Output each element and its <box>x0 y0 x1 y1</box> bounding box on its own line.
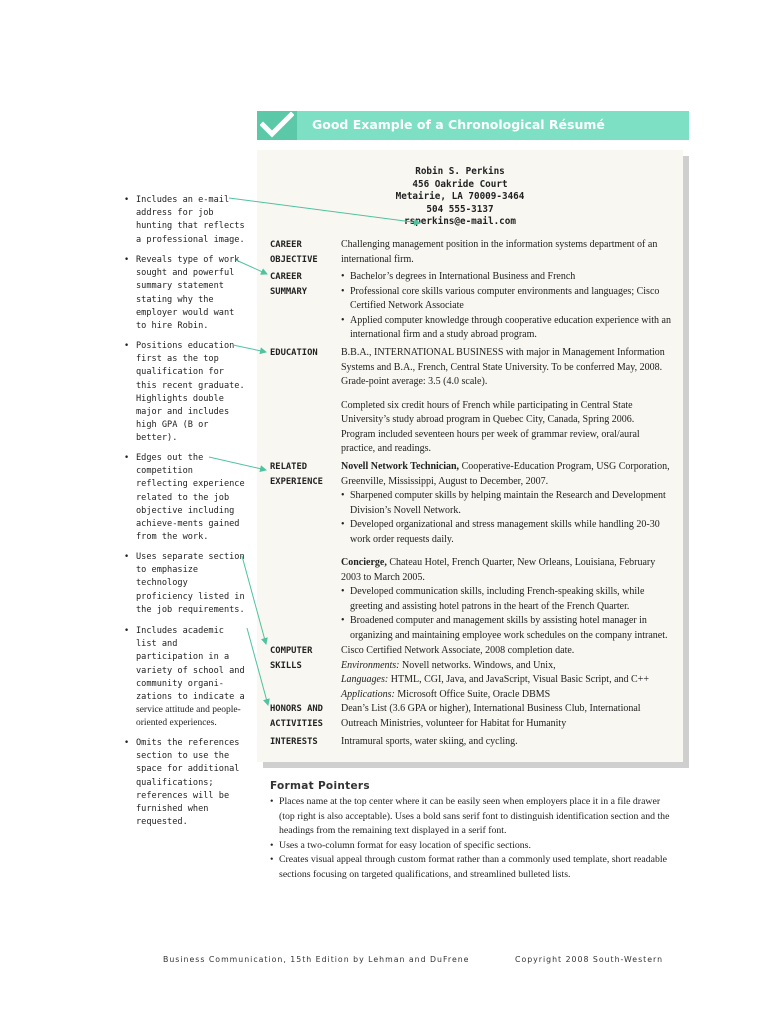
list-item: • Uses a two-column format for easy location of specific sections. <box>270 839 670 854</box>
arrow-skills <box>242 556 266 644</box>
contact-phone: 504 555-3137 <box>426 203 494 215</box>
contact-name: Robin S. Perkins <box>415 166 505 177</box>
annotation-skills: • Uses separate section to emphasize technology proficiency listed in the job requirements. <box>124 551 249 617</box>
computer-skills-text: Cisco Certified Network Associate, 2008 completion date. Environments: Novell networks. Windows, and Unix, Languages: HTML, CGI, Java, and JavaScript, Visual Basic Script, and C++ Applications: Microsoft Office Suite, Oracle DBMS <box>341 645 649 700</box>
arrow-education <box>233 345 266 352</box>
arrow-email <box>229 198 420 223</box>
list-item: • Professional core skills various computer environments and languages; Cisco Certified Network Associate <box>341 285 671 314</box>
annotation-experience: • Edges out the competition reflecting experience related to the job objective including achieve-ments gained from the work. <box>124 452 249 544</box>
career-summary-label: CAREER SUMMARY <box>270 272 308 297</box>
list-item: • Developed organizational and stress management skills while handling 20-30 work order requests daily. <box>341 518 671 547</box>
arrow-objective <box>236 260 267 274</box>
contact-email: rsperkins@e-mail.com <box>404 216 516 227</box>
list-item: • Sharpened computer skills by helping maintain the Research and Development Division’s Novell Network. <box>341 489 671 518</box>
contact-city: Metairie, LA 70009-3464 <box>395 191 525 202</box>
education-degree: B.B.A., INTERNATIONAL BUSINESS with major in Management Information Systems and B.A., French, Central State University. To be conferred May, 2008. Grade-point average: 3.5 (4.0 scale). <box>341 347 665 387</box>
format-pointers-list <box>270 795 670 882</box>
annotation-references: • Omits the references section to use the space for additional qualifications; references will be furnished when requested. <box>124 737 249 829</box>
annotation-education: • Positions education first as the top qualification for this recent graduate. Highlights double major and includes high GPA (B or better). <box>124 340 249 446</box>
annotation-honors: • Includes academic list and participation in a variety of school and community organi-zations to indicate a service attitude and people-oriented experiences. <box>124 625 249 731</box>
honors-text: Dean’s List (3.6 GPA or higher), International Business Club, International Outreach Ministries, volunteer for Habitat for Humanity <box>341 703 641 729</box>
job-heading: Concierge, Chateau Hotel, French Quarter, New Orleans, Louisiana, February 2003 to March 2005. <box>341 557 656 583</box>
computer-skills-label: COMPUTER SKILLS <box>270 646 313 671</box>
annotation-objective: • Reveals type of work sought and powerful summary statement stating why the employer would want to hire Robin. <box>124 254 249 333</box>
education-abroad: Completed six credit hours of French while participating in Central State University’s study abroad program in Quebec City, Canada, Spring 2006. Program included seventeen hours per week of grammar review, oral/aural practice, and readings. <box>341 399 640 454</box>
contact-street: 456 Oakride Court <box>412 178 508 190</box>
list-item: • Bachelor’s degrees in International Business and French <box>341 270 671 285</box>
interests-text: Intramural sports, water skiing, and cycling. <box>341 736 518 747</box>
list-item: • Broadened computer and management skills by assisting hotel manager in organizing and maintaining employee work schedules on the company intranet. <box>341 614 671 643</box>
interests-label: INTERESTS <box>270 737 318 747</box>
list-item: • Developed communication skills, including French-speaking skills, while greeting and assisting hotel patrons in the heart of the French Quarter. <box>341 585 671 614</box>
footer-copyright: Copyright 2008 South-Western <box>515 955 664 964</box>
job-heading: Novell Network Technician, Cooperative-Education Program, USG Corporation, Greenville, Mississippi, August to December, 2007. <box>341 461 670 487</box>
education-label: EDUCATION <box>270 348 318 358</box>
footer-book-title: Business Communication, 15th Edition by Lehman and DuFrene <box>163 955 470 964</box>
list-item: • Places name at the top center where it can be easily seen when employers place it in a file drawer (top right is also acceptable). Uses a bold sans serif font to distinguish identification section and the headings from the remaining text displayed in a serif font. <box>270 795 670 839</box>
honors-label: HONORS AND ACTIVITIES <box>270 704 323 729</box>
banner-title: Good Example of a Chronological Résumé <box>312 117 605 132</box>
annotation-email: • Includes an e-mail address for job hunting that reflects a professional image. <box>124 194 249 247</box>
career-objective-label: CAREER OBJECTIVE <box>270 240 318 265</box>
related-experience-label: RELATED EXPERIENCE <box>270 462 323 487</box>
format-pointers-title: Format Pointers <box>270 780 370 792</box>
career-objective-text: Challenging management position in the information systems department of an international firm. <box>341 239 658 265</box>
list-item: • Creates visual appeal through custom format rather than a commonly used template, short readable sections focusing on targeted qualifications, and streamlined bulleted lists. <box>270 853 670 882</box>
arrow-experience <box>209 457 266 470</box>
list-item: • Applied computer knowledge through cooperative education experience with an international firm and a study abroad program. <box>341 314 671 343</box>
